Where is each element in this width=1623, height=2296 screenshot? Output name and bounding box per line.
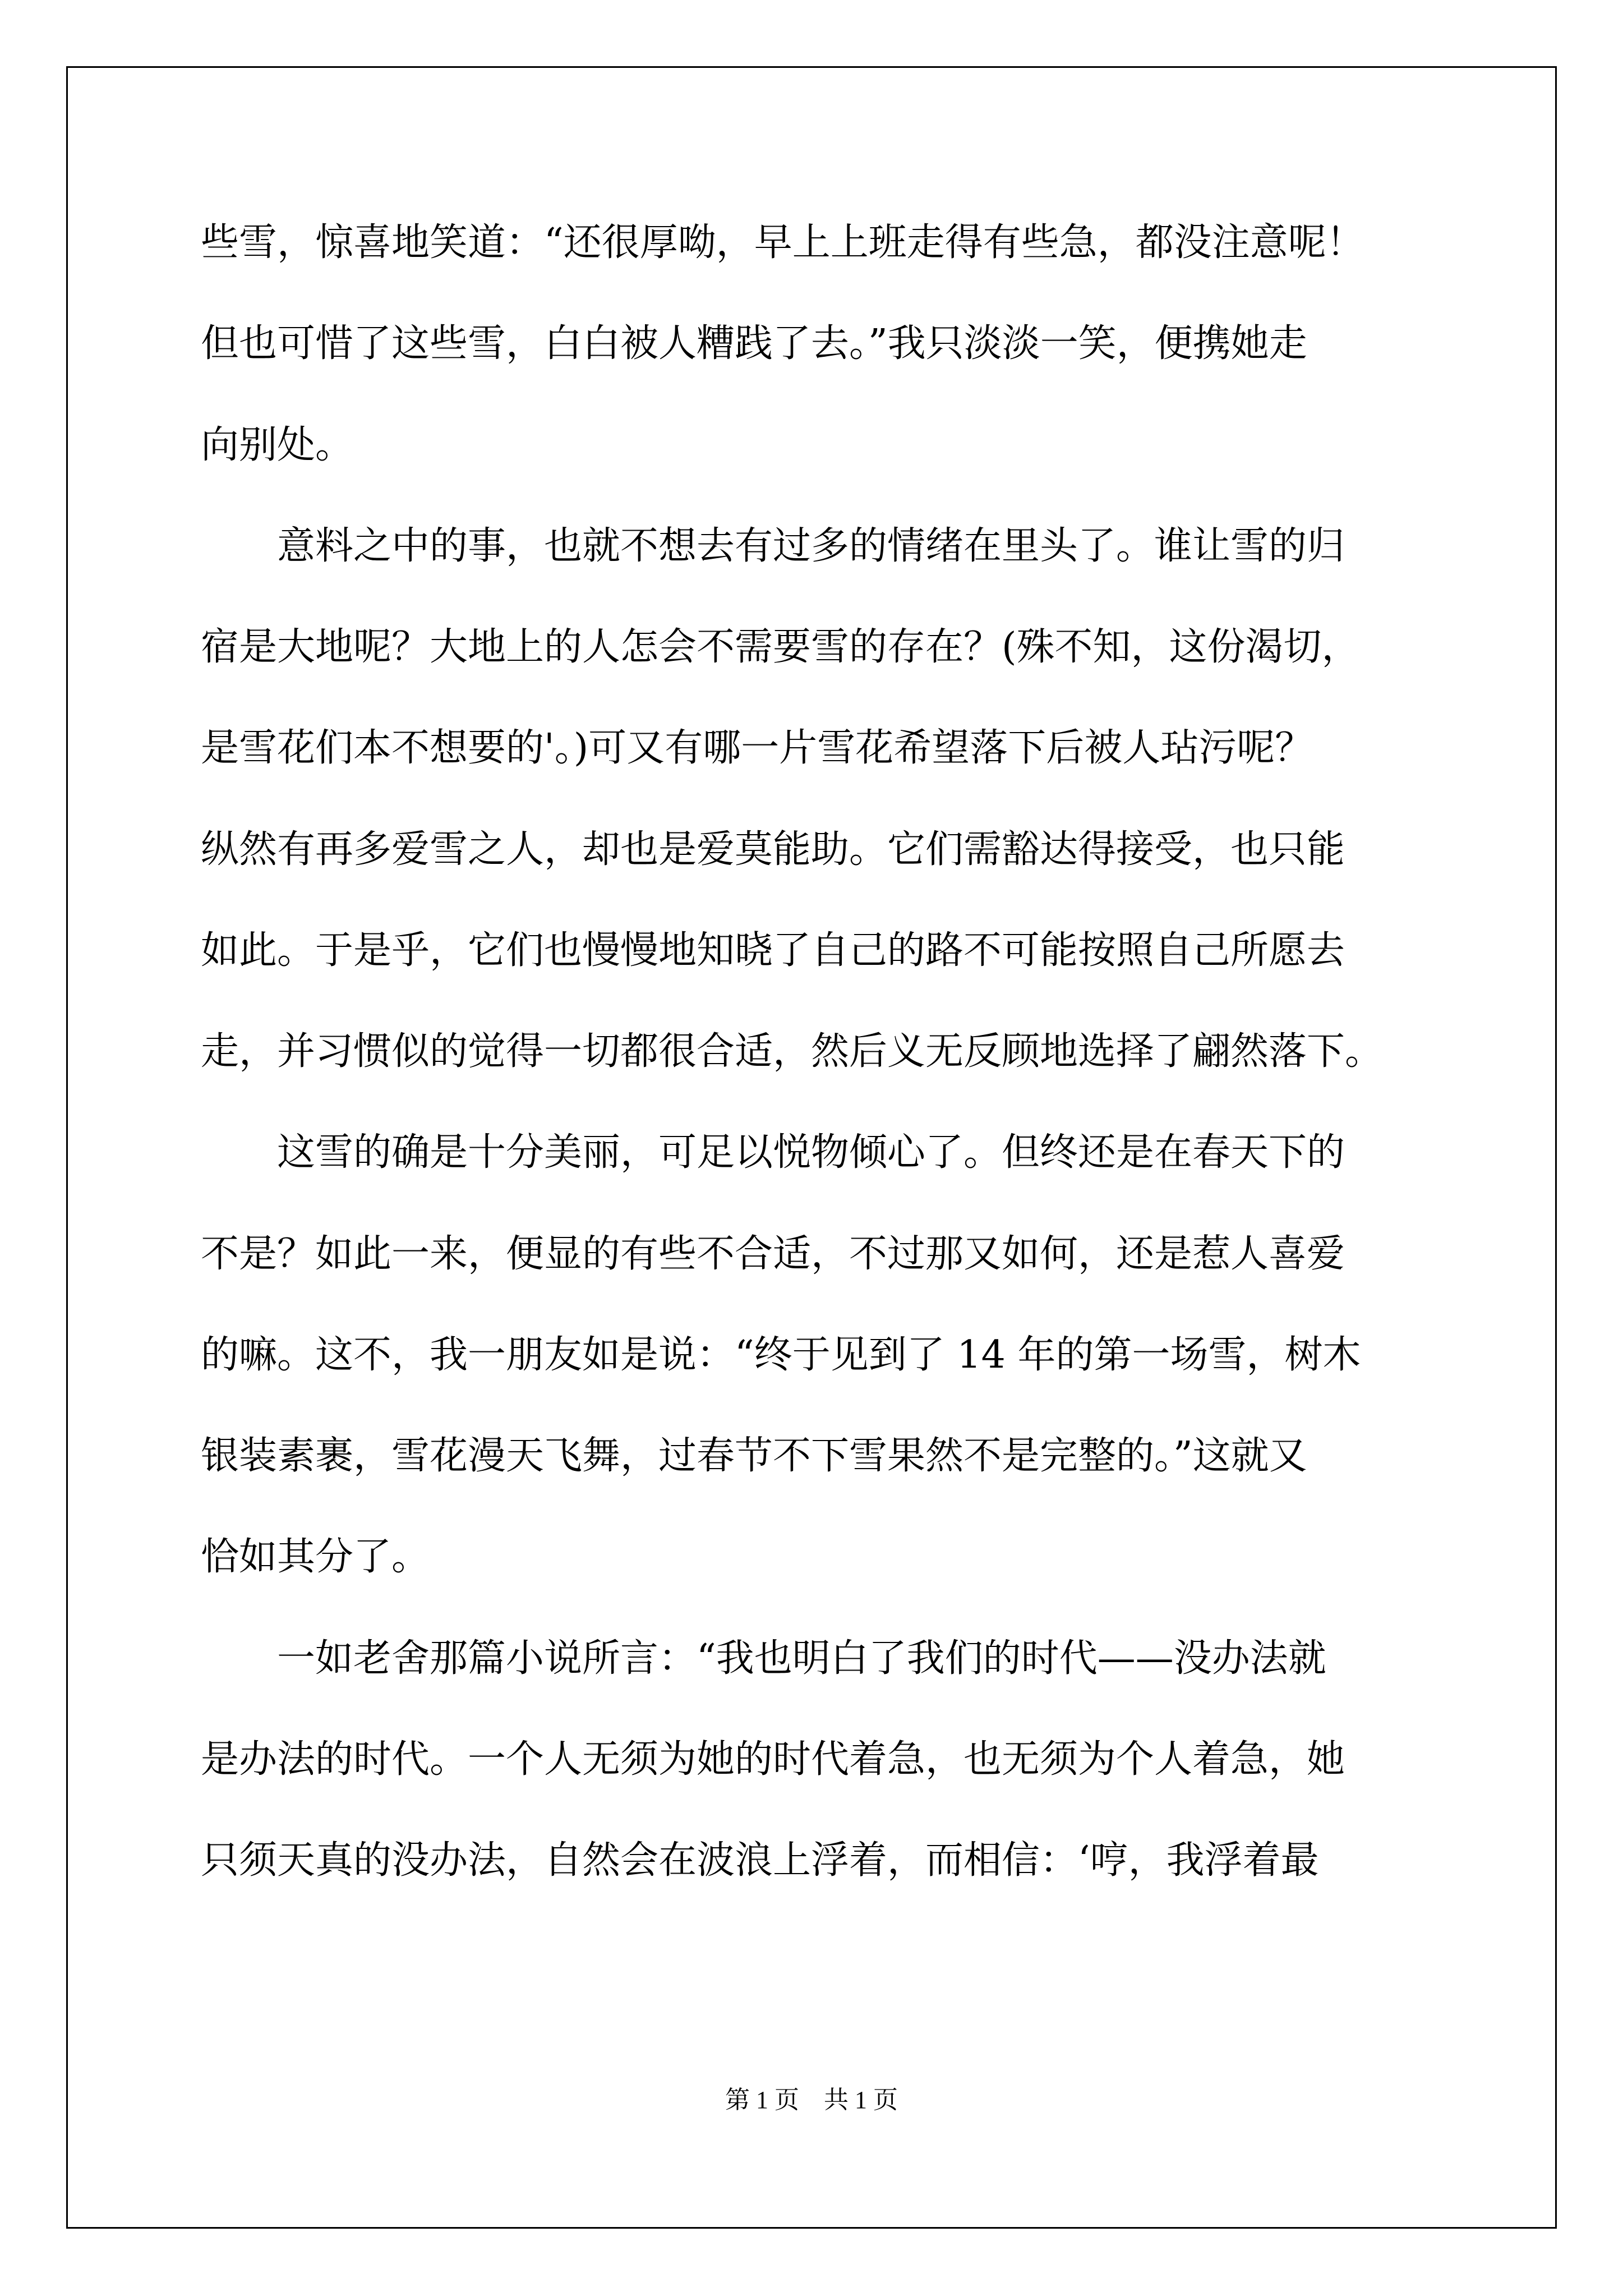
page-number-footer: 第 1 页 共 1 页 [725,2086,898,2114]
text-line: 意料之中的事，也就不想去有过多的情绪在里头了。谁让雪的归 [201,524,1345,568]
text-line: 不是？如此一来，便显的有些不合适，不过那又如何，还是惹人喜爱 [201,1232,1345,1276]
text-line: 向别处。 [201,423,354,467]
text-line: 宿是大地呢？大地上的人怎会不需要雪的存在？(殊不知，这份渴切， [201,625,1360,669]
text-line: 是办法的时代。一个人无须为她的时代着急，也无须为个人着急，她 [201,1737,1345,1782]
text-line: 恰如其分了。 [201,1535,430,1579]
text-line: 只须天真的没办法，自然会在波浪上浮着，而相信：‘哼，我浮着最 [201,1838,1319,1883]
text-line: 走，并习惯似的觉得一切都很合适，然后义无反顾地选择了翩然落下。 [201,1029,1384,1074]
text-line: 一如老舍那篇小说所言：“我也明白了我们的时代——没办法就 [201,1636,1326,1681]
text-line: 的嘛。这不，我一朋友如是说：“终于见到了 14 年的第一场雪，树木 [201,1333,1361,1377]
text-line: 但也可惜了这些雪，白白被人糟践了去。”我只淡淡一笑，便携她走 [201,321,1307,366]
text-line: 是雪花们本不想要的'。)可又有哪一片雪花希望落下后被人玷污呢？ [201,726,1313,770]
text-line: 些雪，惊喜地笑道：“还很厚呦，早上上班走得有些急，都没注意呢！ [201,220,1364,265]
text-line: 纵然有再多爱雪之人，却也是爱莫能助。它们需豁达得接受，也只能 [201,827,1345,872]
text-line: 这雪的确是十分美丽，可足以悦物倾心了。但终还是在春天下的 [201,1130,1345,1175]
text-line: 银装素裹，雪花漫天飞舞，过春节不下雪果然不是完整的。”这就又 [201,1434,1307,1478]
text-line: 如此。于是乎，它们也慢慢地知晓了自己的路不可能按照自己所愿去 [201,928,1345,973]
